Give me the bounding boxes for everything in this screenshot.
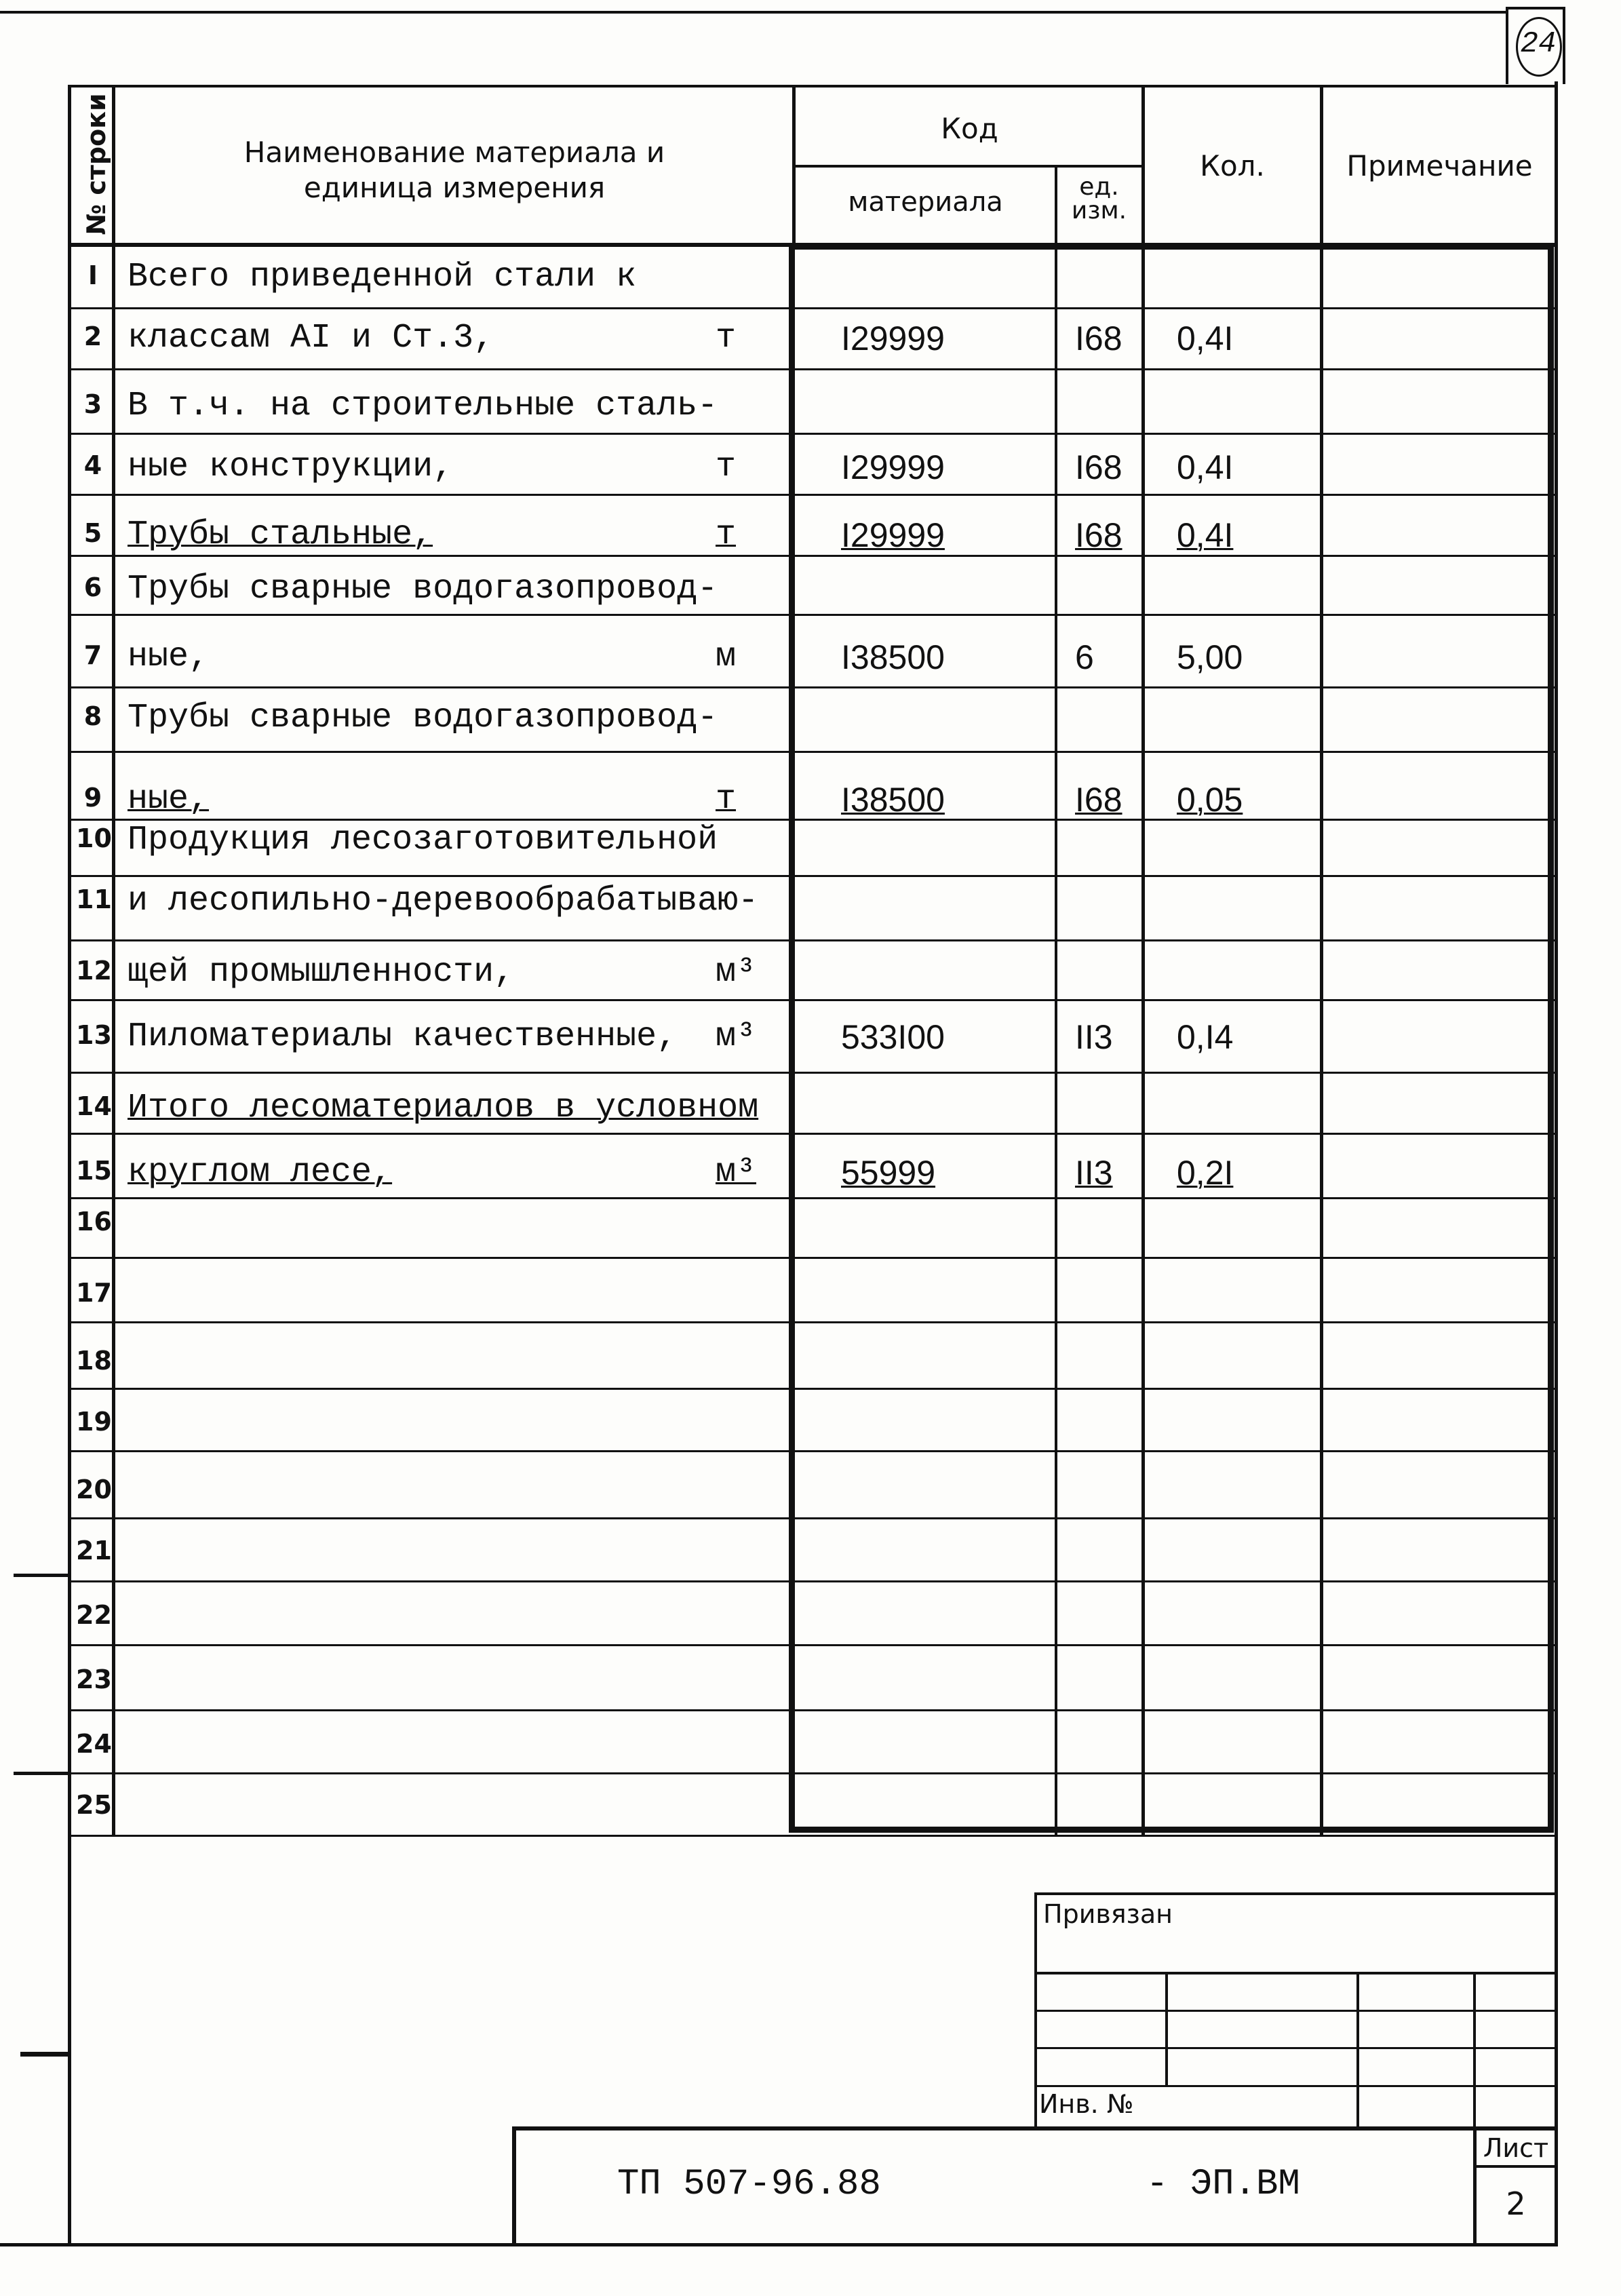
row-name: ные,	[128, 638, 210, 676]
row-unit: м	[716, 638, 737, 676]
data-thick-box	[789, 246, 1554, 1833]
row-name: Итого лесоматериалов в условном	[128, 1089, 759, 1127]
row-number: I	[87, 260, 98, 290]
row-number: 11	[76, 884, 112, 914]
row-unit-code: II3	[1075, 1018, 1113, 1056]
row-name: Продукция лесозаготовительной	[128, 821, 718, 859]
row-unit-code: I68	[1075, 448, 1122, 486]
table-top-line	[68, 85, 1558, 87]
row-name: классам AI и Ст.3,	[128, 319, 494, 357]
row-code: I29999	[841, 319, 945, 357]
row-unit-code: I68	[1075, 516, 1122, 554]
row-unit-code: I68	[1075, 781, 1122, 819]
header-material: материала	[848, 187, 1003, 218]
row-name: ные,	[128, 780, 210, 819]
col-line-note-body	[1320, 246, 1323, 1836]
row-name: Всего приведенной стали к	[128, 258, 637, 296]
row-name: В т.ч. на строительные сталь-	[128, 387, 718, 425]
row-code: I38500	[841, 638, 945, 676]
row-number: 9	[83, 783, 102, 813]
stamp-line-3	[1034, 2047, 1558, 2049]
row-number: 4	[83, 450, 102, 480]
row-number: 20	[76, 1475, 112, 1504]
row-unit: т	[716, 448, 737, 486]
row-qty: 5,00	[1177, 638, 1243, 676]
row-unit-code: 6	[1075, 638, 1094, 676]
row-number: 14	[76, 1091, 112, 1121]
row-code: I29999	[841, 516, 945, 554]
header-code: Код	[941, 112, 998, 145]
col-line-ed-body	[1055, 246, 1057, 1836]
row-name: Пиломатериалы качественные,	[128, 1017, 678, 1056]
row-code: I38500	[841, 781, 945, 819]
col-line-rownum	[112, 85, 115, 1835]
row-number: 22	[76, 1600, 112, 1630]
row-unit: м³	[716, 1153, 757, 1192]
row-name: Трубы стальные,	[128, 515, 433, 554]
row-code: 55999	[841, 1154, 936, 1192]
row-unit: т	[716, 319, 737, 357]
stamp-doc-code: ТП 507-96.88	[617, 2164, 881, 2205]
header-qty: Кол.	[1200, 149, 1265, 182]
row-number: 12	[76, 956, 112, 986]
row-unit: т	[716, 515, 737, 554]
margin-mark-1	[14, 1574, 71, 1577]
row-number: 13	[76, 1020, 112, 1050]
row-number: 5	[83, 518, 102, 548]
row-qty: 0,4I	[1177, 319, 1234, 357]
row-unit-code: I68	[1075, 319, 1122, 357]
row-code: 533I00	[841, 1018, 945, 1056]
stamp-linked-label: Привязан	[1043, 1899, 1173, 1929]
row-qty: 0,4I	[1177, 516, 1234, 554]
row-name: ные конструкции,	[128, 448, 454, 486]
margin-mark-3	[20, 2052, 71, 2057]
row-qty: 0,05	[1177, 781, 1243, 819]
col-line-qty-body	[1141, 246, 1145, 1836]
row-qty: 0,I4	[1177, 1018, 1234, 1056]
header-row-number: № строки	[81, 93, 111, 235]
row-number: 25	[76, 1790, 112, 1820]
row-unit-code: II3	[1075, 1154, 1113, 1192]
stamp-sheet-number: 2	[1506, 2185, 1526, 2222]
row-divider	[68, 1835, 1558, 1837]
row-number: 17	[76, 1278, 112, 1308]
header-name-line2: единица измерения	[303, 171, 606, 204]
header-note: Примечание	[1346, 149, 1533, 182]
stamp-vline-1	[1165, 1972, 1168, 2087]
stamp-vline-2	[1356, 1972, 1359, 2126]
row-name: Трубы сварные водогазопровод-	[128, 570, 718, 608]
frame-top-line	[0, 11, 1506, 14]
header-unit-line1: ед.	[1079, 173, 1119, 201]
header-name-line1: Наименование материала и	[243, 136, 665, 169]
row-number: 10	[76, 823, 112, 853]
row-name: щей промышленности,	[128, 953, 515, 992]
row-number: 16	[76, 1207, 112, 1237]
row-number: 7	[83, 640, 102, 670]
row-number: 19	[76, 1407, 112, 1437]
row-number: 3	[83, 389, 102, 419]
row-number: 18	[76, 1346, 112, 1376]
row-number: 21	[76, 1536, 112, 1565]
stamp-line-4	[1034, 2085, 1558, 2087]
row-number: 23	[76, 1665, 112, 1694]
frame-left-line	[68, 85, 71, 2245]
stamp-doc-suffix: - ЭП.ВМ	[1146, 2164, 1300, 2205]
row-name: круглом лесе,	[128, 1153, 393, 1192]
stamp-line-1	[1034, 1972, 1558, 1974]
header-code-split	[792, 165, 1141, 168]
row-unit: м³	[716, 1017, 757, 1056]
row-number: 8	[83, 701, 102, 731]
stamp-sheet-label: Лист	[1483, 2133, 1549, 2163]
page-number: 24	[1520, 27, 1557, 61]
stamp-vline-3	[1473, 1972, 1476, 2126]
row-name: Трубы сварные водогазопровод-	[128, 699, 718, 737]
row-qty: 0,2I	[1177, 1154, 1234, 1192]
margin-mark-2	[14, 1772, 71, 1775]
row-unit: м³	[716, 953, 757, 992]
stamp-line-2	[1034, 2010, 1558, 2012]
row-number: 15	[76, 1156, 112, 1186]
row-qty: 0,4I	[1177, 448, 1234, 486]
header-unit-line2: изм.	[1071, 197, 1127, 225]
stamp-inv-label: Инв. №	[1039, 2089, 1134, 2119]
row-code: I29999	[841, 448, 945, 486]
row-unit: т	[716, 780, 737, 819]
row-number: 6	[83, 572, 102, 602]
row-number: 2	[83, 322, 102, 351]
row-number: 24	[76, 1729, 112, 1759]
row-name: и лесопильно-деревообрабатываю-	[128, 882, 759, 920]
stamp-sheet-hline	[1473, 2165, 1558, 2168]
